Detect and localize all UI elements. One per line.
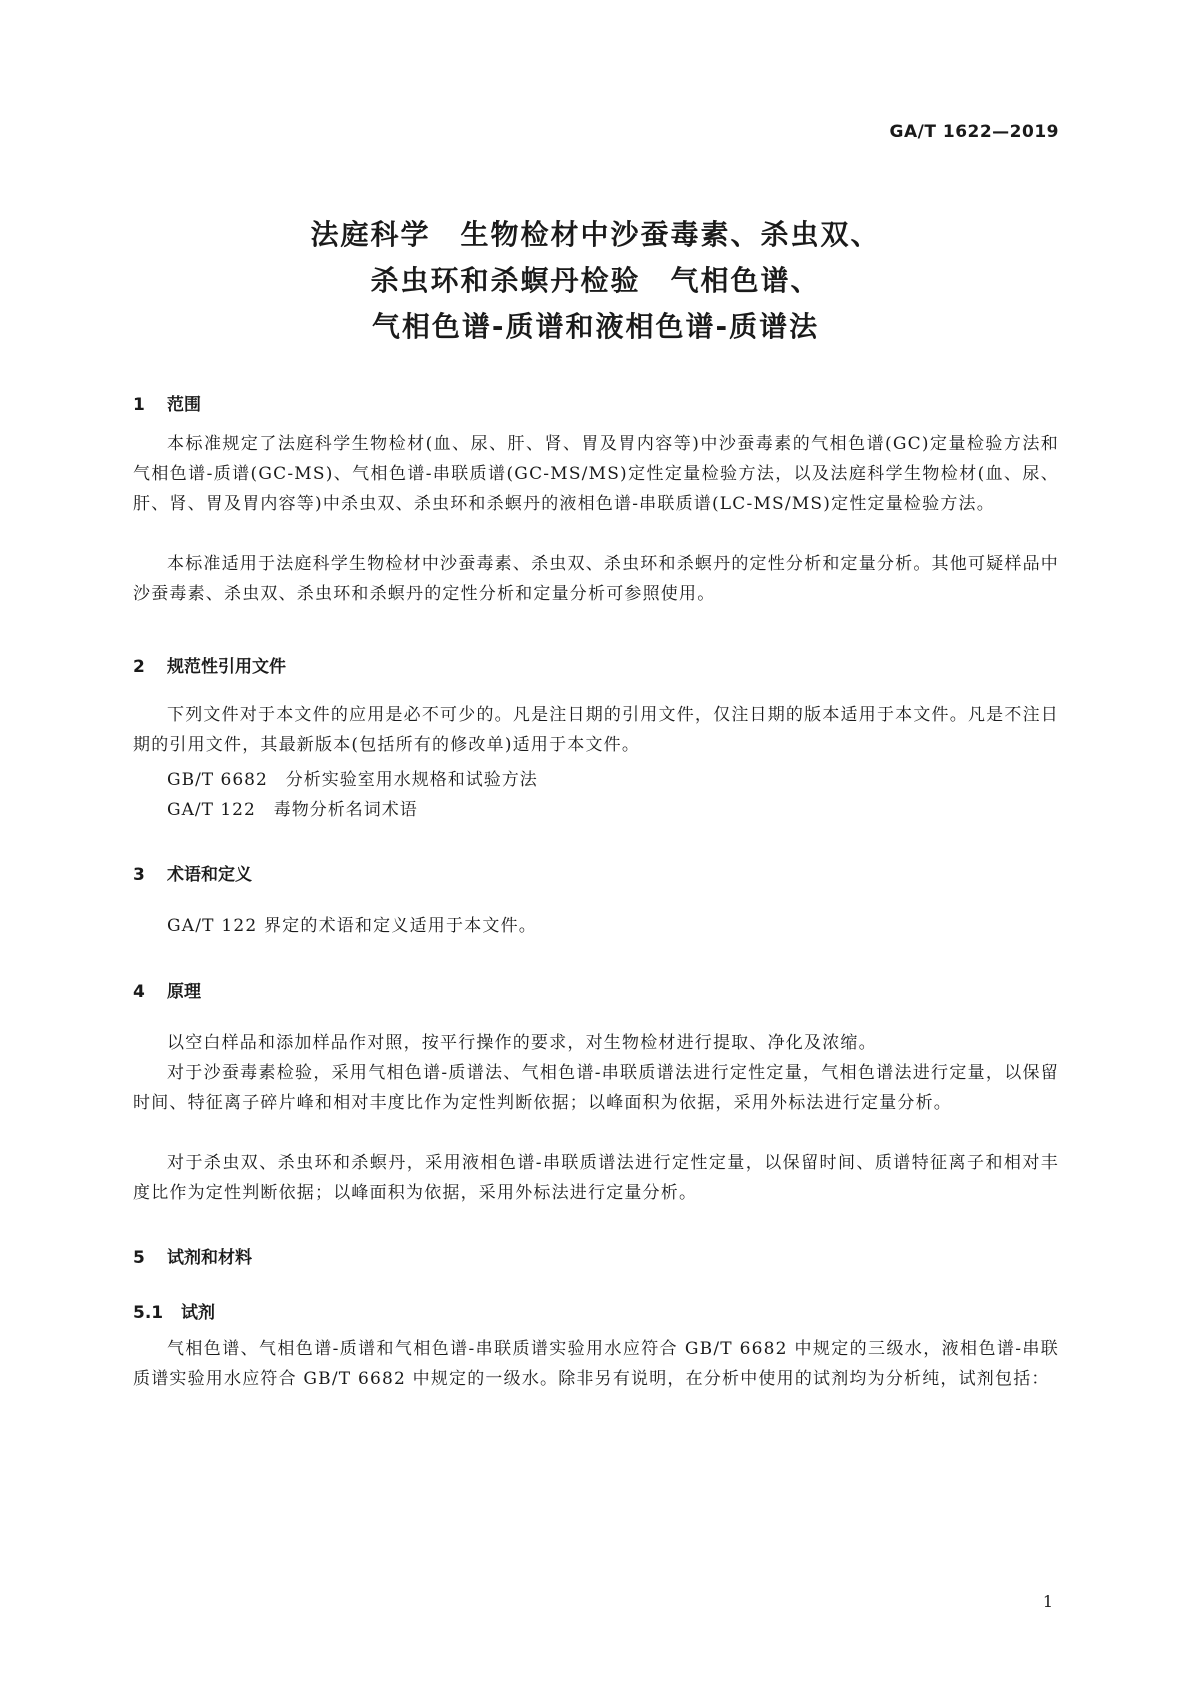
title-line: 杀虫环和杀螟丹检验 气相色谱、 — [370, 264, 821, 297]
principle-paragraph-2: 对于沙蚕毒素检验，采用气相色谱-质谱法、气相色谱-串联质谱法进行定性定量，气相色谱法进行定量，以保留时间、特征离子碎片峰和相对丰度比作为定性判断依据；以峰面积为依据，采用外标法进行定量分析。 — [133, 1063, 1059, 1113]
subsection-title: 试剂 — [181, 1303, 215, 1323]
section-2-heading — [133, 652, 286, 677]
standard-number: GA/T 1622—2019 — [889, 122, 1059, 142]
page-number: 1 — [1042, 1592, 1053, 1611]
section-number: 5 — [133, 1248, 145, 1268]
section-3-heading — [133, 860, 252, 885]
principle-paragraph-1: 以空白样品和添加样品作对照，按平行操作的要求，对生物检材进行提取、净化及浓缩。 — [167, 1033, 877, 1053]
section-title: 试剂和材料 — [167, 1248, 252, 1268]
section-1-heading — [133, 390, 201, 415]
terms-paragraph: GA/T 122 界定的术语和定义适用于本文件。 — [167, 916, 537, 936]
references-paragraph: 下列文件对于本文件的应用是必不可少的。凡是注日期的引用文件，仅注日期的版本适用于本文件。凡是不注日期的引用文件，其最新版本(包括所有的修改单)适用于本文件。 — [133, 705, 1059, 755]
subsection-number: 5.1 — [133, 1303, 164, 1323]
scope-paragraph-2: 本标准适用于法庭科学生物检材中沙蚕毒素、杀虫双、杀虫环和杀螟丹的定性分析和定量分析。其他可疑样品中沙蚕毒素、杀虫双、杀虫环和杀螟丹的定性分析和定量分析可参照使用。 — [133, 554, 1059, 604]
reference-item: GA/T 122 毒物分析名词术语 — [167, 800, 418, 820]
title-line: 法庭科学 生物检材中沙蚕毒素、杀虫双、 — [310, 218, 881, 251]
section-number: 3 — [133, 865, 145, 885]
section-title: 规范性引用文件 — [167, 657, 286, 677]
document-title — [0, 212, 1191, 350]
principle-paragraph-3: 对于杀虫双、杀虫环和杀螟丹，采用液相色谱-串联质谱法进行定性定量，以保留时间、质谱特征离子和相对丰度比作为定性判断依据；以峰面积为依据，采用外标法进行定量分析。 — [133, 1153, 1059, 1203]
section-5-heading — [133, 1243, 252, 1268]
subsection-5-1-heading — [133, 1298, 215, 1323]
section-title: 范围 — [167, 395, 201, 415]
section-number: 2 — [133, 657, 145, 677]
section-number: 1 — [133, 395, 145, 415]
reagents-paragraph: 气相色谱、气相色谱-质谱和气相色谱-串联质谱实验用水应符合 GB/T 6682 中规定的三级水，液相色谱-串联质谱实验用水应符合 GB/T 6682 中规定的一级水。除非另有说明，在分析中使用的试剂均为分析纯，试剂包括： — [133, 1339, 1059, 1389]
reference-item: GB/T 6682 分析实验室用水规格和试验方法 — [167, 770, 538, 790]
title-line: 气相色谱-质谱和液相色谱-质谱法 — [371, 310, 820, 343]
section-4-heading — [133, 977, 201, 1002]
scope-paragraph-1: 本标准规定了法庭科学生物检材(血、尿、肝、肾、胃及胃内容等)中沙蚕毒素的气相色谱(GC)定量检验方法和气相色谱-质谱(GC-MS)、气相色谱-串联质谱(GC-MS/MS)定性定量检验方法，以及法庭科学生物检材(血、尿、肝、肾、胃及胃内容等)中杀虫双、杀虫环和杀螟丹的液相色谱-串联质谱(LC-MS/MS)定性定量检验方法。 — [133, 434, 1059, 514]
section-title: 原理 — [167, 982, 201, 1002]
section-title: 术语和定义 — [167, 865, 252, 885]
section-number: 4 — [133, 982, 145, 1002]
